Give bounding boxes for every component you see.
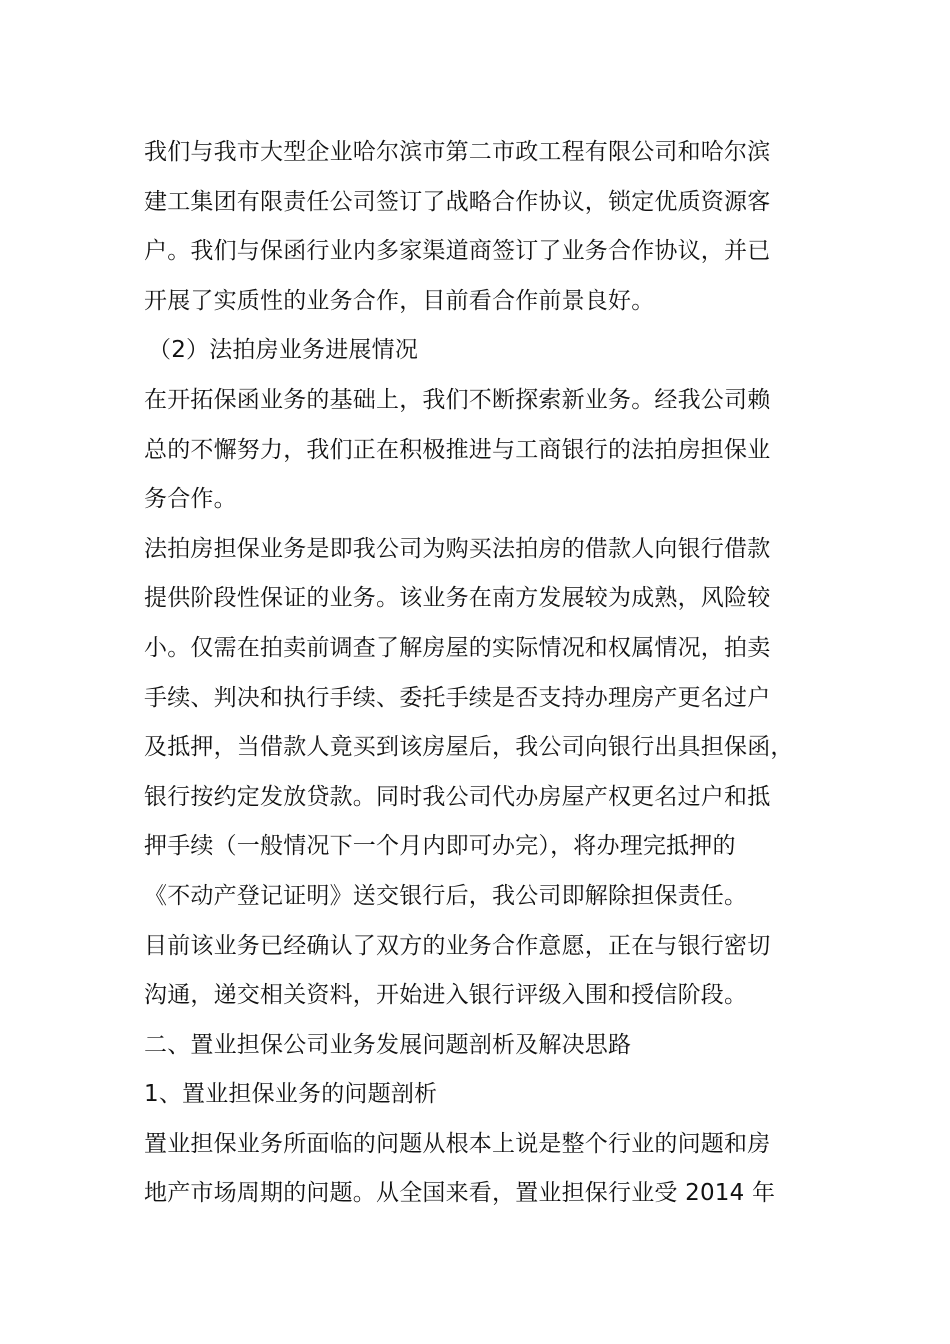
paragraph-line: 置业担保业务所面临的问题从根本上说是整个行业的问题和房 [144, 1130, 771, 1157]
paragraph-line: 开展了实质性的业务合作，目前看合作前景良好。 [144, 287, 655, 314]
paragraph-line: 在开拓保函业务的基础上，我们不断探索新业务。经我公司赖 [144, 386, 771, 413]
paragraph-line: 沟通，递交相关资料，开始进入银行评级入围和授信阶段。 [144, 982, 748, 1009]
paragraph-line: 银行按约定发放贷款。同时我公司代办房屋产权更名过户和抵 [144, 783, 771, 810]
paragraph-line: 提供阶段性保证的业务。该业务在南方发展较为成熟，风险较 [144, 585, 771, 612]
paragraph-line: 务合作。 [144, 486, 237, 513]
paragraph-line: 小。仅需在拍卖前调查了解房屋的实际情况和权属情况，拍卖 [144, 634, 771, 661]
document-body [144, 128, 814, 1219]
paragraph-line: 押手续（一般情况下一个月内即可办完），将办理完抵押的 [144, 833, 736, 860]
subsection-heading: 1、置业担保业务的问题剖析 [144, 1081, 438, 1108]
paragraph-line: 目前该业务已经确认了双方的业务合作意愿，正在与银行密切 [144, 932, 771, 959]
paragraph-line: 法拍房担保业务是即我公司为购买法拍房的借款人向银行借款 [144, 535, 771, 562]
section-heading: 二、置业担保公司业务发展问题剖析及解决思路 [144, 1031, 632, 1058]
section-heading: （2）法拍房业务进展情况 [148, 337, 419, 364]
paragraph-line: 我们与我市大型企业哈尔滨市第二市政工程有限公司和哈尔滨 [144, 139, 771, 165]
paragraph-line: 建工集团有限责任公司签订了战略合作协议，锁定优质资源客 [144, 188, 771, 215]
paragraph-line: 《不动产登记证明》送交银行后，我公司即解除担保责任。 [144, 882, 748, 909]
paragraph-line: 及抵押，当借款人竟买到该房屋后，我公司向银行出具担保函， [144, 734, 794, 761]
paragraph-line: 户。我们与保函行业内多家渠道商签订了业务合作协议，并已 [144, 238, 771, 265]
paragraph-line: 总的不懈努力，我们正在积极推进与工商银行的法拍房担保业 [144, 436, 771, 463]
paragraph-line: 手续、判决和执行手续、委托手续是否支持办理房产更名过户 [144, 684, 771, 711]
paragraph-line: 地产市场周期的问题。从全国来看，置业担保行业受 2014 年 [144, 1180, 776, 1207]
